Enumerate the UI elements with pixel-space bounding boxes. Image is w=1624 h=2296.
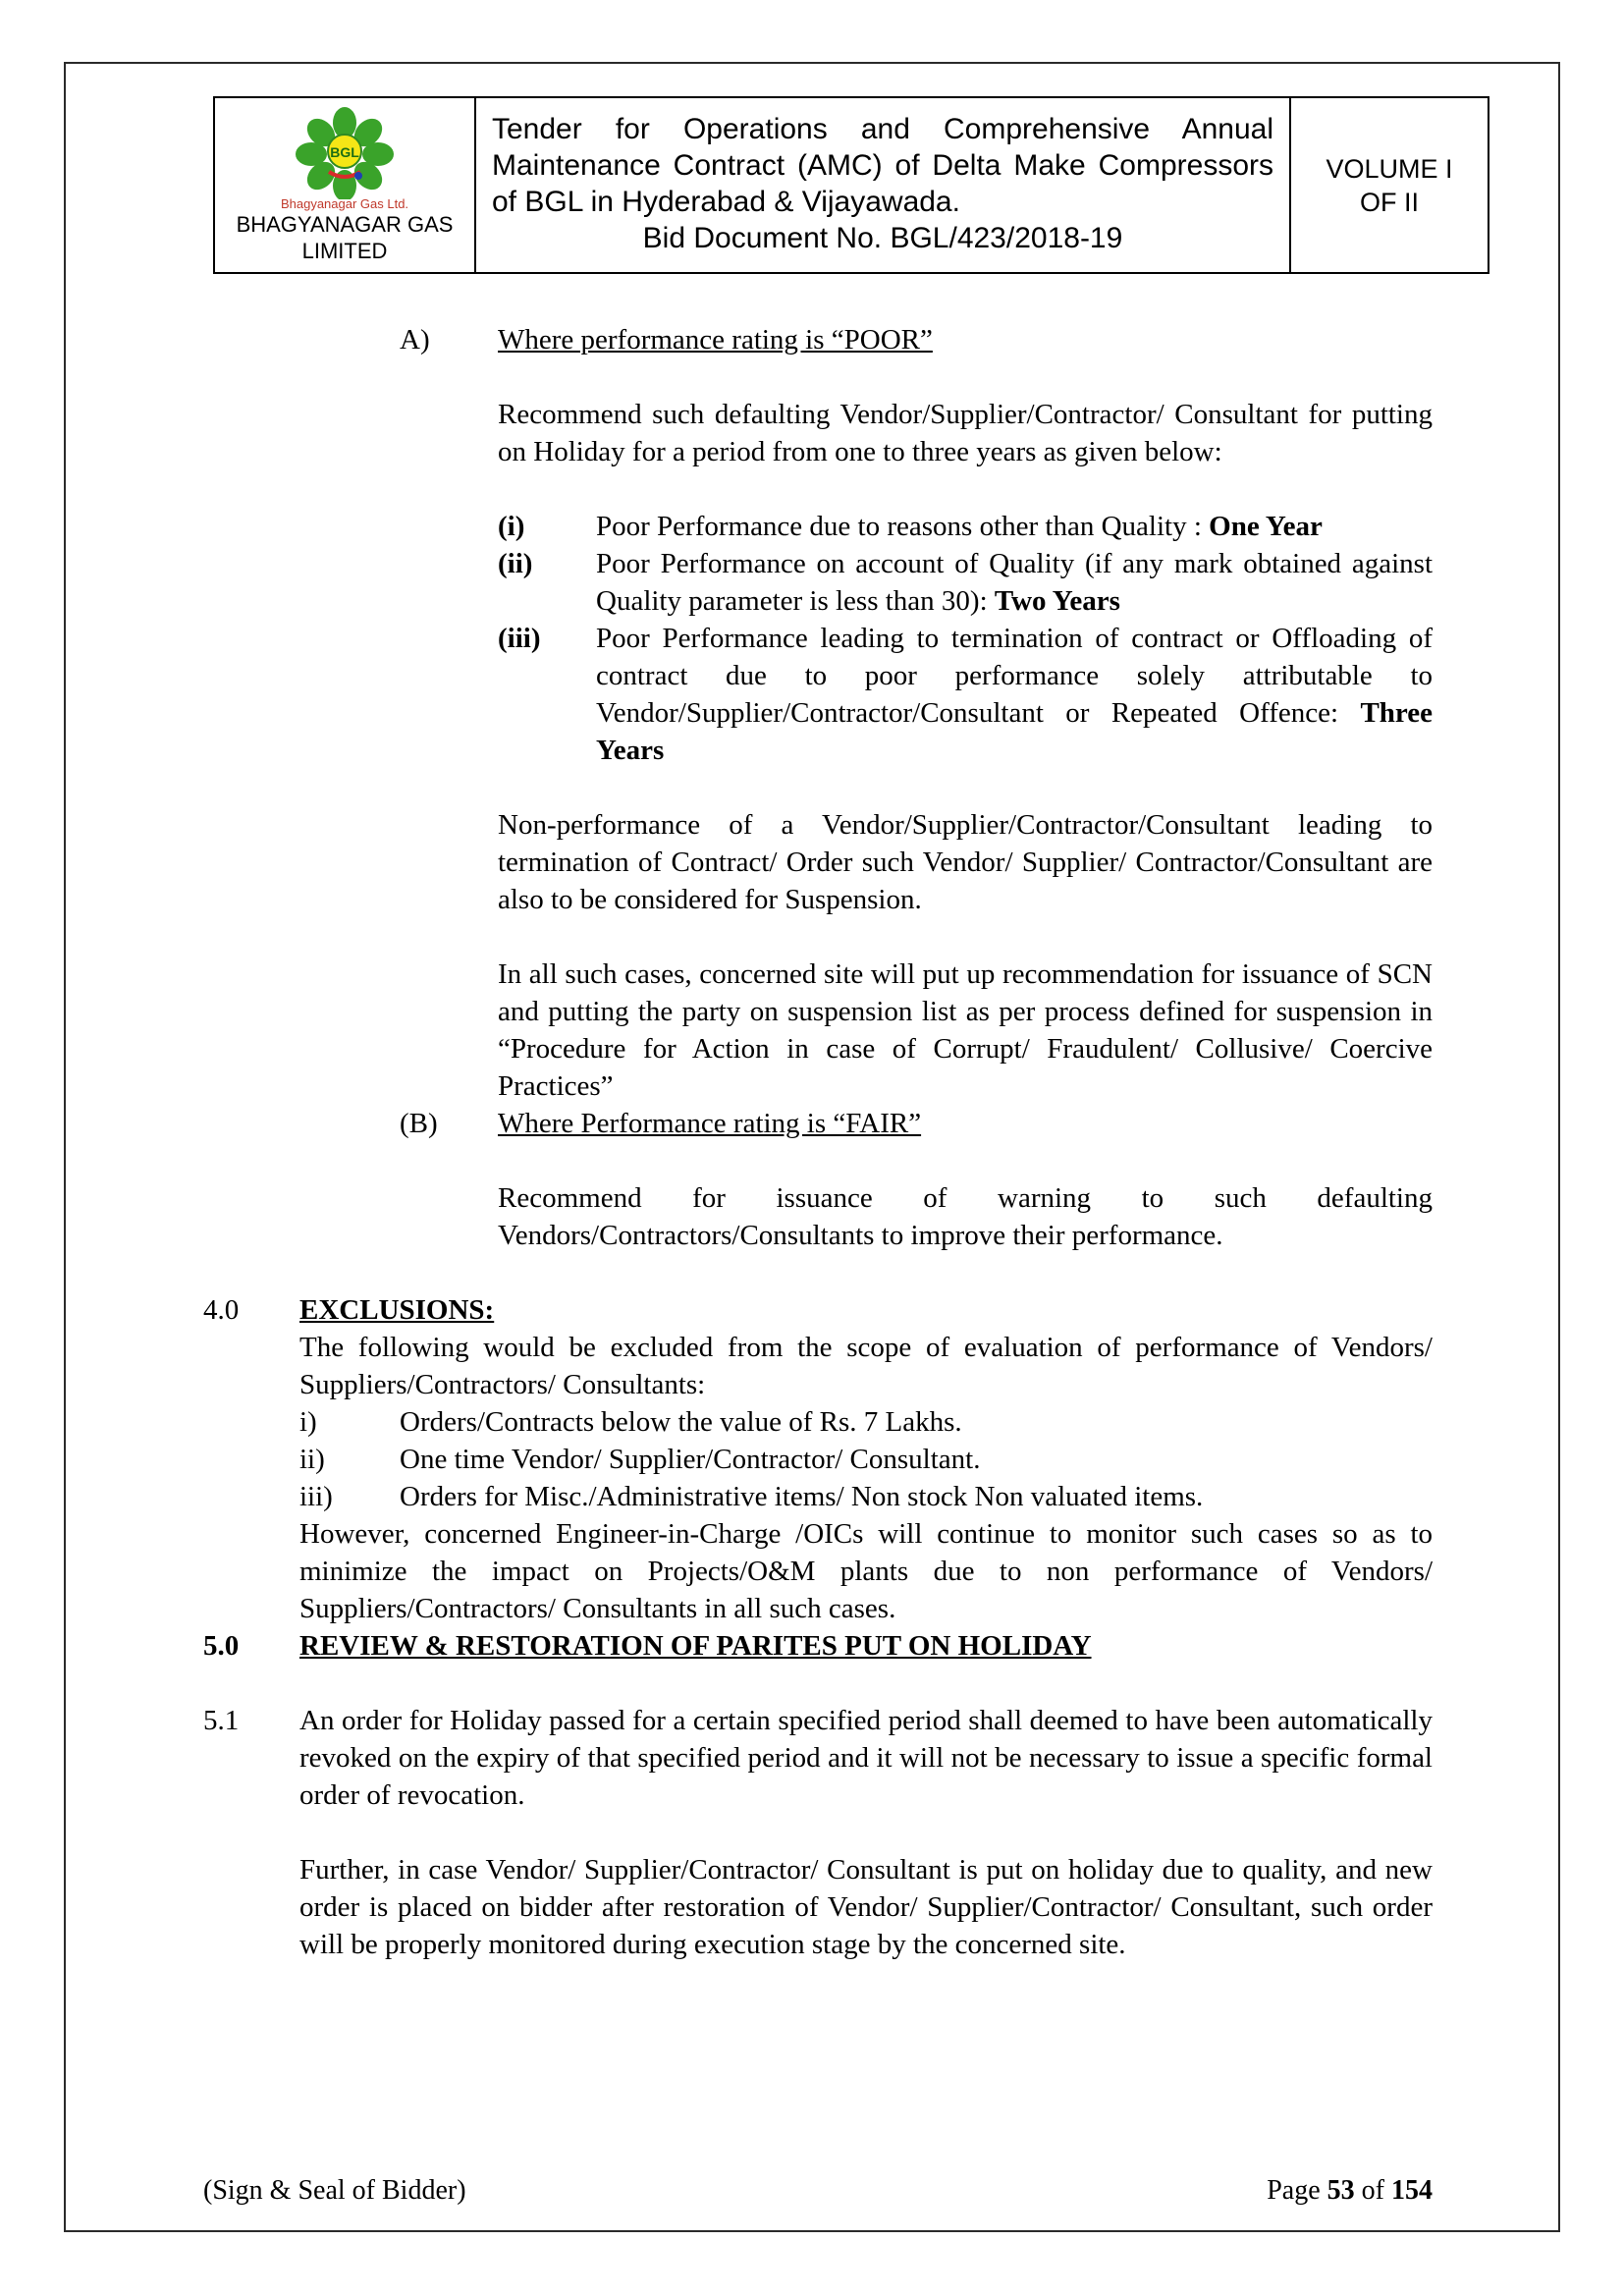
clause-5-1-text: An order for Holiday passed for a certain specified period shall deemed to have been automatically revoked on the expiry of that specified period and it will not be necessary to issue a specific formal order of revocation. <box>299 1705 1433 1811</box>
clause-5-1-row <box>203 1702 1433 1814</box>
section-4-items <box>203 1403 1433 1515</box>
header-table <box>213 96 1489 274</box>
org-name-line2: LIMITED <box>301 238 388 263</box>
section-a-paragraph-1: Recommend such defaulting Vendor/Supplier/Contractor/ Consultant for putting on Holiday for a period from one to three years as given below: <box>498 399 1433 467</box>
exclusion-iii-label: iii) <box>299 1481 333 1512</box>
section-4-outro: However, concerned Engineer-in-Charge /OICs will continue to monitor such cases so as to minimize the impact on Projects/O&M plants due to non performance of Vendors/ Suppliers/Contractors/ Consultants in all such cases. <box>299 1518 1433 1624</box>
page-of-word: of <box>1354 2175 1391 2206</box>
document-page <box>64 62 1560 2232</box>
section-4-intro: The following would be excluded from the scope of evaluation of performance of Vendors/ Suppliers/Contractors/ Consultants: <box>299 1332 1433 1400</box>
sign-seal-note: (Sign & Seal of Bidder) <box>203 2175 466 2206</box>
header-logo-cell <box>214 97 475 273</box>
exclusion-i-label: i) <box>299 1406 317 1438</box>
item-ii-body: Poor Performance on account of Quality (if any mark obtained against Quality parameter is less than 30): <box>596 548 1433 617</box>
item-iii-body: Poor Performance leading to termination of contract or Offloading of contract due to poor performance solely attributable to Vendor/Supplier/Contractor/Consultant or Repeated Offence: <box>596 623 1433 729</box>
item-i-bold: One Year <box>1209 511 1323 542</box>
item-iii-bold: Three Years <box>596 697 1433 766</box>
item-ii-label: (ii) <box>498 548 533 579</box>
volume-line2: OF II <box>1360 187 1419 217</box>
list-item <box>299 1403 1433 1441</box>
bgl-logo-monogram: BGL <box>330 143 359 160</box>
page-word: Page <box>1267 2175 1327 2206</box>
header-title-cell <box>475 97 1290 273</box>
section-a-items <box>203 508 1433 769</box>
section-b-label: (B) <box>400 1108 438 1139</box>
section-5-paragraph-2: Further, in case Vendor/ Supplier/Contractor/ Consultant is put on holiday due to quality, and new order is placed on bidder after restoration of Vendor/ Supplier/Contractor/ Consultant, such order will be properly monitored during execution stage by the concerned site. <box>299 1854 1433 1960</box>
list-item <box>299 1478 1433 1515</box>
page-current: 53 <box>1326 2175 1355 2206</box>
document-body <box>203 321 1433 1963</box>
section-5-heading: REVIEW & RESTORATION OF PARITES PUT ON HOLIDAY <box>299 1630 1092 1662</box>
logo-tagline: Bhagyanagar Gas Ltd. <box>280 195 409 211</box>
section-4-number: 4.0 <box>203 1294 240 1326</box>
section-a-heading-row <box>400 321 1433 358</box>
exclusion-ii-text: One time Vendor/ Supplier/Contractor/ Consultant. <box>400 1444 981 1475</box>
exclusion-ii-label: ii) <box>299 1444 325 1475</box>
page-total: 154 <box>1391 2175 1433 2206</box>
section-a-paragraph-2: Non-performance of a Vendor/Supplier/Contractor/Consultant leading to termination of Contract/ Order such Vendor/ Supplier/ Contractor/Consultant are also to be considered for Suspension. <box>498 809 1433 915</box>
item-i-text <box>596 508 1433 545</box>
section-5-number: 5.0 <box>203 1630 240 1662</box>
section-b-heading-row <box>400 1105 1433 1142</box>
exclusion-i-text: Orders/Contracts below the value of Rs. 7 Lakhs. <box>400 1406 962 1438</box>
section-a-label: A) <box>400 324 430 355</box>
item-i-label: (i) <box>498 511 525 542</box>
document-title: Tender for Operations and Comprehensive Annual Maintenance Contract (AMC) of Delta Make Compressors of BGL in Hyderabad & Vijayawada. <box>492 113 1273 218</box>
list-item <box>498 620 1433 769</box>
item-i-body: Poor Performance due to reasons other than Quality : <box>596 511 1210 542</box>
list-item <box>498 508 1433 545</box>
clause-5-1-number: 5.1 <box>203 1705 240 1736</box>
section-4-heading-row <box>203 1291 1433 1329</box>
section-5-heading-row <box>203 1627 1433 1665</box>
section-4-heading: EXCLUSIONS: <box>299 1294 495 1326</box>
org-name-line1: BHAGYANAGAR GAS <box>236 211 454 237</box>
item-iii-label: (iii) <box>498 623 541 654</box>
volume-line1: VOLUME I <box>1326 153 1453 184</box>
header-volume-cell <box>1290 97 1489 273</box>
bid-document-number: Bid Document No. BGL/423/2018-19 <box>642 222 1123 254</box>
item-ii-bold: Two Years <box>994 585 1120 617</box>
page-number <box>1267 2173 1433 2209</box>
list-item <box>498 545 1433 620</box>
page-footer <box>203 2173 1433 2209</box>
section-a-paragraph-3: In all such cases, concerned site will put up recommendation for issuance of SCN and putting the party on suspension list as per process defined for suspension in “Procedure for Action in case of Corrupt/ Fraudulent/ Collusive/ Coercive Practices” <box>498 958 1433 1102</box>
section-b-heading: Where Performance rating is “FAIR” <box>498 1108 922 1139</box>
item-iii-text <box>596 620 1433 769</box>
list-item <box>299 1441 1433 1478</box>
section-a-heading: Where performance rating is “POOR” <box>498 324 933 355</box>
exclusion-iii-text: Orders for Misc./Administrative items/ Non stock Non valuated items. <box>400 1481 1204 1512</box>
item-ii-text <box>596 545 1433 620</box>
bgl-logo-icon <box>296 107 394 199</box>
section-b-paragraph-1: Recommend for issuance of warning to such defaulting Vendors/Contractors/Consultants to improve their performance. <box>498 1182 1433 1251</box>
